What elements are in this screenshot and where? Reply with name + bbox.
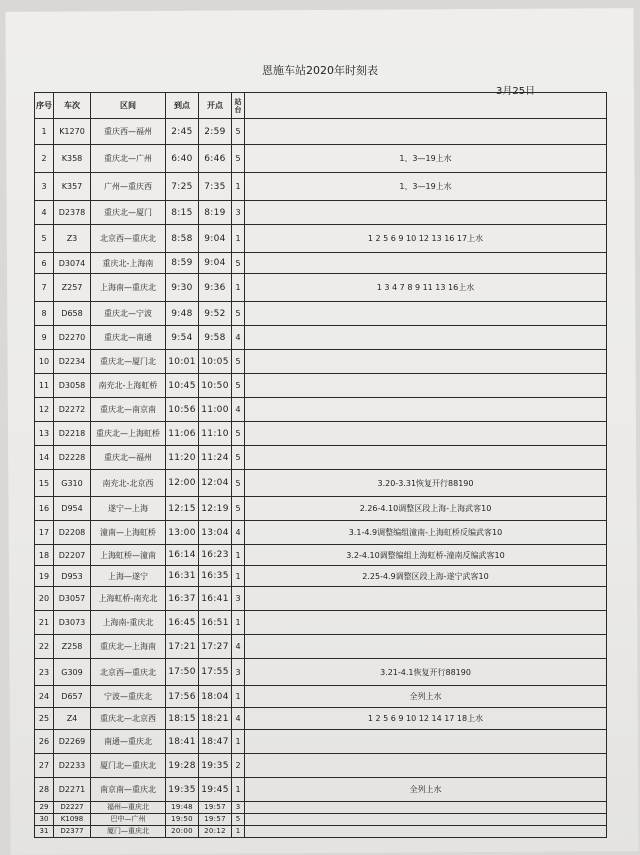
cell-depart: 9:04: [199, 253, 232, 274]
cell-note: 全列上水: [245, 686, 607, 708]
cell-train: D2227: [54, 802, 91, 814]
cell-route: 重庆北—厦门北: [91, 350, 166, 374]
table-row: [35, 446, 607, 470]
cell-platform: 2: [232, 754, 245, 778]
cell-route: 厦门—重庆北: [91, 826, 166, 838]
table-row: [35, 587, 607, 611]
cell-note: [245, 802, 607, 814]
table-row: [35, 274, 607, 302]
cell-platform: 1: [232, 545, 245, 566]
cell-index: 13: [35, 422, 54, 446]
table-row: [35, 350, 607, 374]
cell-index: 4: [35, 201, 54, 225]
table-row: [35, 398, 607, 422]
cell-depart: 10:50: [199, 374, 232, 398]
cell-arrive: 10:56: [166, 398, 199, 422]
cell-depart: 10:05: [199, 350, 232, 374]
cell-arrive: 18:41: [166, 730, 199, 754]
cell-route: 潼南—上海虹桥: [91, 521, 166, 545]
table-row: [35, 374, 607, 398]
cell-route: 上海虹桥—潼南: [91, 545, 166, 566]
table-row: [35, 802, 607, 814]
cell-platform: 4: [232, 635, 245, 659]
cell-depart: 16:35: [199, 566, 232, 587]
cell-note: [245, 374, 607, 398]
cell-train: D2271: [54, 778, 91, 802]
cell-depart: 16:23: [199, 545, 232, 566]
cell-platform: 5: [232, 422, 245, 446]
cell-platform: 4: [232, 521, 245, 545]
cell-arrive: 11:20: [166, 446, 199, 470]
cell-note: 3.2-4.10调整编组上海虹桥-潼南反编武客10: [245, 545, 607, 566]
cell-index: 16: [35, 497, 54, 521]
table-row: [35, 497, 607, 521]
cell-note: 3.20-3.31恢复开行88190: [245, 470, 607, 497]
cell-arrive: 19:35: [166, 778, 199, 802]
cell-arrive: 16:31: [166, 566, 199, 587]
table-row: [35, 326, 607, 350]
cell-platform: 5: [232, 446, 245, 470]
cell-depart: 20:12: [199, 826, 232, 838]
cell-note: 1 3 4 7 8 9 11 13 16上水: [245, 274, 607, 302]
cell-index: 21: [35, 611, 54, 635]
cell-route: 宁波—重庆北: [91, 686, 166, 708]
cell-arrive: 6:40: [166, 145, 199, 173]
cell-index: 5: [35, 225, 54, 253]
cell-depart: 18:04: [199, 686, 232, 708]
cell-route: 南京南—重庆北: [91, 778, 166, 802]
cell-depart: 9:36: [199, 274, 232, 302]
cell-index: 23: [35, 659, 54, 686]
cell-index: 10: [35, 350, 54, 374]
cell-train: D2378: [54, 201, 91, 225]
cell-platform: 3: [232, 659, 245, 686]
cell-note: [245, 446, 607, 470]
cell-depart: 17:55: [199, 659, 232, 686]
cell-arrive: 8:59: [166, 253, 199, 274]
cell-route: 北京西—重庆北: [91, 225, 166, 253]
cell-index: 25: [35, 708, 54, 730]
cell-train: D3073: [54, 611, 91, 635]
cell-route: 上海虹桥-南充北: [91, 587, 166, 611]
cell-route: 广州—重庆西: [91, 173, 166, 201]
cell-arrive: 9:54: [166, 326, 199, 350]
cell-arrive: 18:15: [166, 708, 199, 730]
header-route: 区间: [91, 93, 166, 119]
document-date: 3月25日: [496, 86, 536, 97]
cell-arrive: 9:30: [166, 274, 199, 302]
cell-note: [245, 754, 607, 778]
cell-arrive: 12:00: [166, 470, 199, 497]
cell-platform: 5: [232, 497, 245, 521]
cell-depart: 9:58: [199, 326, 232, 350]
table-row: [35, 521, 607, 545]
cell-depart: 11:00: [199, 398, 232, 422]
table-row: [35, 778, 607, 802]
cell-arrive: 17:21: [166, 635, 199, 659]
table-row: [35, 302, 607, 326]
cell-index: 30: [35, 814, 54, 826]
cell-platform: 5: [232, 350, 245, 374]
cell-note: [245, 422, 607, 446]
cell-arrive: 20:00: [166, 826, 199, 838]
cell-index: 11: [35, 374, 54, 398]
cell-depart: 12:19: [199, 497, 232, 521]
cell-index: 22: [35, 635, 54, 659]
cell-depart: 11:10: [199, 422, 232, 446]
cell-train: D2233: [54, 754, 91, 778]
cell-arrive: 13:00: [166, 521, 199, 545]
cell-note: 3.21-4.1恢复开行88190: [245, 659, 607, 686]
cell-arrive: 8:15: [166, 201, 199, 225]
cell-arrive: 19:28: [166, 754, 199, 778]
cell-train: D2218: [54, 422, 91, 446]
cell-platform: 1: [232, 826, 245, 838]
cell-arrive: 19:50: [166, 814, 199, 826]
cell-platform: 4: [232, 708, 245, 730]
cell-platform: 4: [232, 398, 245, 422]
cell-depart: 6:46: [199, 145, 232, 173]
cell-train: D658: [54, 302, 91, 326]
cell-platform: 1: [232, 173, 245, 201]
cell-note: [245, 730, 607, 754]
cell-train: K358: [54, 145, 91, 173]
cell-route: 南充北-上海虹桥: [91, 374, 166, 398]
cell-note: [245, 350, 607, 374]
cell-note: 3.1-4.9调整编组潼南-上海虹桥反编武客10: [245, 521, 607, 545]
table-row: [35, 635, 607, 659]
cell-depart: 17:27: [199, 635, 232, 659]
cell-note: 1 2 5 6 9 10 12 14 17 18上水: [245, 708, 607, 730]
cell-note: [245, 326, 607, 350]
cell-index: 1: [35, 119, 54, 145]
cell-depart: 12:04: [199, 470, 232, 497]
cell-note: [245, 398, 607, 422]
cell-train: D3057: [54, 587, 91, 611]
cell-index: 6: [35, 253, 54, 274]
cell-route: 重庆西—福州: [91, 119, 166, 145]
cell-arrive: 19:48: [166, 802, 199, 814]
table-row: [35, 225, 607, 253]
timetable: [34, 92, 607, 838]
cell-index: 19: [35, 566, 54, 587]
table-row: [35, 686, 607, 708]
cell-route: 重庆北—北京西: [91, 708, 166, 730]
table-row: [35, 119, 607, 145]
cell-depart: 2:59: [199, 119, 232, 145]
cell-train: K1098: [54, 814, 91, 826]
cell-index: 14: [35, 446, 54, 470]
cell-depart: 18:21: [199, 708, 232, 730]
cell-train: K357: [54, 173, 91, 201]
cell-arrive: 10:45: [166, 374, 199, 398]
cell-train: D2234: [54, 350, 91, 374]
cell-train: Z4: [54, 708, 91, 730]
header-depart: 开点: [199, 93, 232, 119]
cell-route: 福州—重庆北: [91, 802, 166, 814]
cell-note: 全列上水: [245, 778, 607, 802]
cell-index: 2: [35, 145, 54, 173]
cell-note: 2.25-4.9调整区段上海-遂宁武客10: [245, 566, 607, 587]
cell-arrive: 17:56: [166, 686, 199, 708]
cell-platform: 1: [232, 730, 245, 754]
cell-train: D2269: [54, 730, 91, 754]
cell-platform: 1: [232, 778, 245, 802]
cell-train: D2270: [54, 326, 91, 350]
header-row: [35, 93, 607, 119]
cell-route: 遂宁—上海: [91, 497, 166, 521]
cell-platform: 1: [232, 611, 245, 635]
header-arrive: 到点: [166, 93, 199, 119]
cell-depart: 16:41: [199, 587, 232, 611]
cell-platform: 5: [232, 145, 245, 173]
table-row: [35, 201, 607, 225]
cell-note: [245, 253, 607, 274]
cell-arrive: 11:06: [166, 422, 199, 446]
cell-platform: 5: [232, 253, 245, 274]
cell-note: [245, 587, 607, 611]
cell-route: 重庆北—南通: [91, 326, 166, 350]
cell-index: 26: [35, 730, 54, 754]
cell-platform: 1: [232, 566, 245, 587]
cell-route: 南通—重庆北: [91, 730, 166, 754]
cell-depart: 19:57: [199, 814, 232, 826]
table-row: [35, 173, 607, 201]
cell-platform: 4: [232, 326, 245, 350]
cell-index: 28: [35, 778, 54, 802]
header-platform: 站台: [232, 93, 245, 119]
cell-note: [245, 119, 607, 145]
cell-arrive: 7:25: [166, 173, 199, 201]
cell-route: 重庆北—厦门: [91, 201, 166, 225]
header-note: [245, 93, 607, 119]
cell-depart: 16:51: [199, 611, 232, 635]
cell-train: K1270: [54, 119, 91, 145]
cell-index: 3: [35, 173, 54, 201]
cell-arrive: 12:15: [166, 497, 199, 521]
cell-train: D2208: [54, 521, 91, 545]
cell-train: Z3: [54, 225, 91, 253]
cell-route: 上海南-重庆北: [91, 611, 166, 635]
cell-arrive: 9:48: [166, 302, 199, 326]
cell-index: 7: [35, 274, 54, 302]
cell-index: 27: [35, 754, 54, 778]
cell-note: 1、3—19上水: [245, 145, 607, 173]
cell-train: D2207: [54, 545, 91, 566]
cell-platform: 1: [232, 225, 245, 253]
cell-note: [245, 826, 607, 838]
cell-note: [245, 611, 607, 635]
cell-route: 重庆北—上海虹桥: [91, 422, 166, 446]
cell-platform: 3: [232, 802, 245, 814]
cell-train: D3074: [54, 253, 91, 274]
cell-train: D2377: [54, 826, 91, 838]
cell-train: D3058: [54, 374, 91, 398]
cell-route: 重庆北—宁波: [91, 302, 166, 326]
cell-index: 12: [35, 398, 54, 422]
cell-note: 1、3—19上水: [245, 173, 607, 201]
cell-depart: 8:19: [199, 201, 232, 225]
cell-index: 24: [35, 686, 54, 708]
cell-platform: 3: [232, 587, 245, 611]
cell-train: D954: [54, 497, 91, 521]
table-row: [35, 253, 607, 274]
cell-index: 9: [35, 326, 54, 350]
cell-depart: 11:24: [199, 446, 232, 470]
cell-platform: 5: [232, 374, 245, 398]
cell-arrive: 16:14: [166, 545, 199, 566]
document-title: 恩施车站2020年时刻表: [262, 64, 378, 77]
table-row: [35, 611, 607, 635]
cell-arrive: 16:37: [166, 587, 199, 611]
cell-route: 重庆北-上海南: [91, 253, 166, 274]
cell-index: 8: [35, 302, 54, 326]
cell-depart: 9:52: [199, 302, 232, 326]
cell-train: D657: [54, 686, 91, 708]
cell-platform: 1: [232, 686, 245, 708]
cell-train: Z257: [54, 274, 91, 302]
cell-train: G309: [54, 659, 91, 686]
cell-depart: 13:04: [199, 521, 232, 545]
cell-platform: 5: [232, 814, 245, 826]
cell-route: 厦门北—重庆北: [91, 754, 166, 778]
cell-index: 31: [35, 826, 54, 838]
cell-route: 重庆北—上海南: [91, 635, 166, 659]
cell-route: 重庆北—福州: [91, 446, 166, 470]
cell-route: 上海—遂宁: [91, 566, 166, 587]
cell-note: 1 2 5 6 9 10 12 13 16 17上水: [245, 225, 607, 253]
header-train: 车次: [54, 93, 91, 119]
cell-depart: 7:35: [199, 173, 232, 201]
cell-index: 15: [35, 470, 54, 497]
cell-route: 北京西—重庆北: [91, 659, 166, 686]
cell-train: D953: [54, 566, 91, 587]
cell-route: 重庆北—广州: [91, 145, 166, 173]
cell-depart: 9:04: [199, 225, 232, 253]
cell-arrive: 10:01: [166, 350, 199, 374]
cell-arrive: 17:50: [166, 659, 199, 686]
cell-depart: 18:47: [199, 730, 232, 754]
table-row: [35, 814, 607, 826]
header-index: 序号: [35, 93, 54, 119]
cell-train: Z258: [54, 635, 91, 659]
table-row: [35, 545, 607, 566]
cell-route: 巴中—广州: [91, 814, 166, 826]
timetable-body: [35, 119, 607, 838]
cell-note: 2.26-4.10调整区段上海-上海武客10: [245, 497, 607, 521]
table-row: [35, 730, 607, 754]
cell-train: D2228: [54, 446, 91, 470]
cell-index: 20: [35, 587, 54, 611]
cell-platform: 3: [232, 201, 245, 225]
table-row: [35, 566, 607, 587]
cell-train: G310: [54, 470, 91, 497]
cell-index: 29: [35, 802, 54, 814]
table-row: [35, 470, 607, 497]
cell-note: [245, 302, 607, 326]
cell-index: 17: [35, 521, 54, 545]
table-row: [35, 145, 607, 173]
table-row: [35, 754, 607, 778]
cell-platform: 5: [232, 302, 245, 326]
cell-depart: 19:57: [199, 802, 232, 814]
cell-depart: 19:35: [199, 754, 232, 778]
cell-note: [245, 635, 607, 659]
cell-index: 18: [35, 545, 54, 566]
cell-route: 南充北-北京西: [91, 470, 166, 497]
cell-platform: 5: [232, 470, 245, 497]
cell-route: 重庆北—南京南: [91, 398, 166, 422]
cell-arrive: 16:45: [166, 611, 199, 635]
cell-note: [245, 201, 607, 225]
cell-arrive: 2:45: [166, 119, 199, 145]
cell-depart: 19:45: [199, 778, 232, 802]
table-row: [35, 826, 607, 838]
table-row: [35, 708, 607, 730]
cell-arrive: 8:58: [166, 225, 199, 253]
cell-train: D2272: [54, 398, 91, 422]
cell-platform: 1: [232, 274, 245, 302]
table-row: [35, 422, 607, 446]
cell-route: 上海南—重庆北: [91, 274, 166, 302]
cell-platform: 5: [232, 119, 245, 145]
cell-note: [245, 814, 607, 826]
table-row: [35, 659, 607, 686]
